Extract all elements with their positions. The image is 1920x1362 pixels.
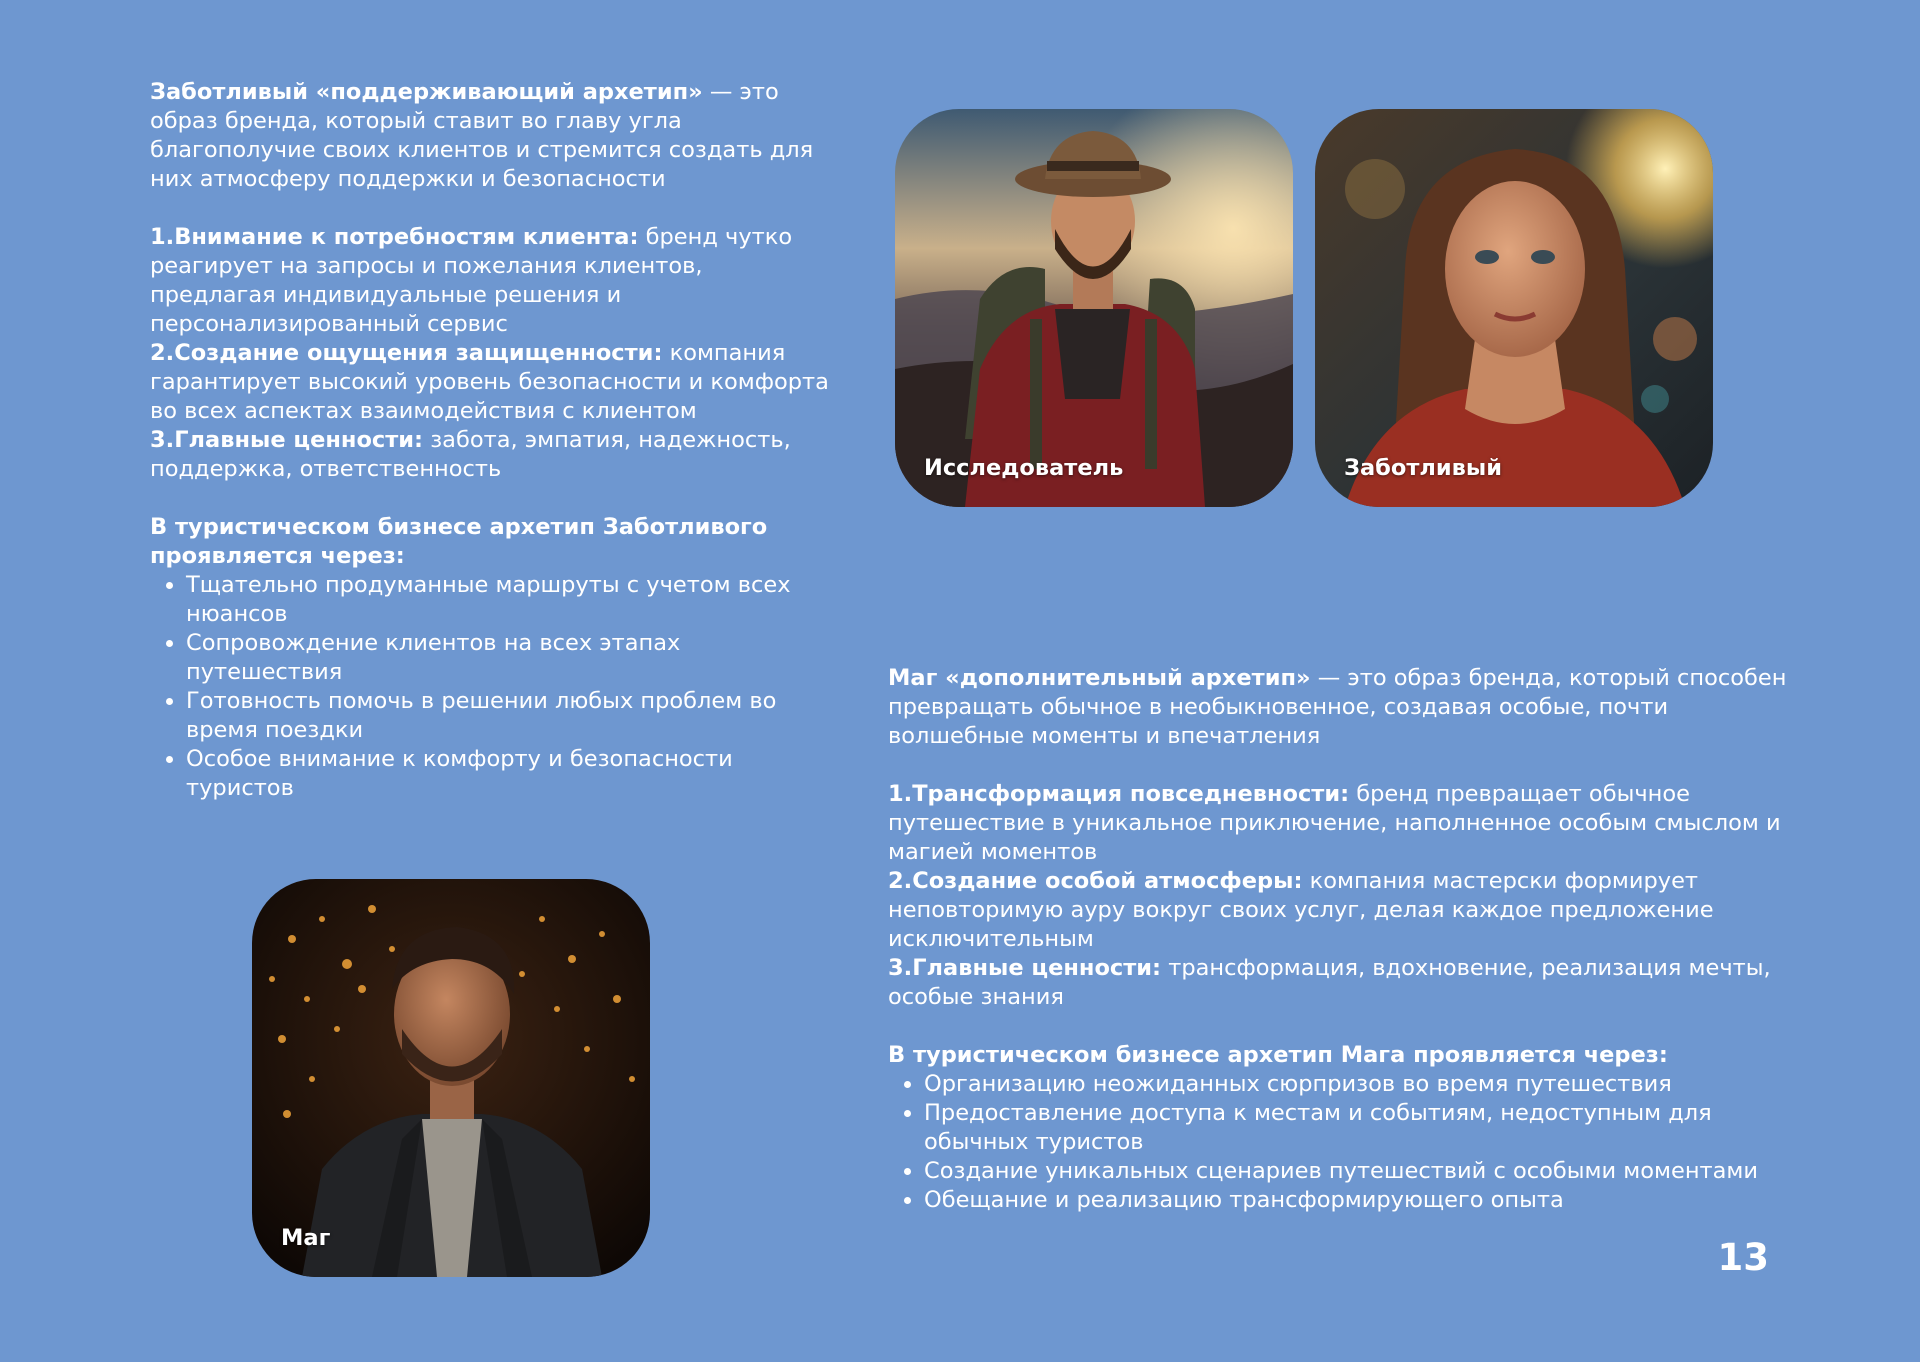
caring-point-3-text: забота, эмпатия, надежность, поддержка, ответственность (150, 427, 791, 482)
caring-list-heading-text: В туристическом бизнесе архетип Заботливого проявляется через: (150, 514, 768, 569)
magician-caption: Маг (281, 1225, 331, 1251)
caring-caption: Заботливый (1344, 455, 1502, 481)
caring-intro-text: — это образ бренда, который ставит во главу угла благополучие своих клиентов и стремится создать для них атмосферу поддержки и безопасности (150, 79, 814, 192)
caring-point-2 (150, 339, 830, 426)
magician-list (888, 1070, 1808, 1215)
magician-point-2-title: 2.Создание особой атмосферы: (888, 868, 1303, 894)
explorer-photo (895, 109, 1293, 507)
caring-portrait-image (1315, 109, 1713, 507)
explorer-portrait-image (895, 109, 1293, 507)
caring-point-3-title: 3.Главные ценности: (150, 427, 424, 453)
magician-list-heading (888, 1041, 1808, 1070)
list-item: • Создание уникальных сценариев путешествий с особыми моментами (924, 1157, 1808, 1186)
caring-list (150, 571, 830, 803)
magician-intro-text: — это образ бренда, который способен превращать обычное в необыкновенное, создавая особые, почти волшебные моменты и впечатления (888, 665, 1787, 749)
magician-photo (252, 879, 650, 1277)
explorer-caption: Исследователь (924, 455, 1124, 481)
caring-archetype-section (150, 78, 830, 803)
magician-point-1-title: 1.Трансформация повседневности: (888, 781, 1350, 807)
caring-point-1-text: бренд чутко реагирует на запросы и пожелания клиентов, предлагая индивидуальные решения и персонализированный сервис (150, 224, 793, 337)
list-item: • Предоставление доступа к местам и событиям, недоступным для обычных туристов (924, 1099, 1808, 1157)
caring-intro (150, 78, 830, 194)
list-item: • Готовность помочь в решении любых проблем во время поездки (186, 687, 830, 745)
caring-point-1 (150, 223, 830, 339)
list-item: • Сопровождение клиентов на всех этапах путешествия (186, 629, 830, 687)
magician-portrait-image (252, 879, 650, 1277)
caring-point-2-text: компания гарантирует высокий уровень безопасности и комфорта во всех аспектах взаимодействия с клиентом (150, 340, 829, 424)
magician-point-1 (888, 780, 1808, 867)
caring-point-1-title: 1.Внимание к потребностям клиента: (150, 224, 639, 250)
caring-point-2-title: 2.Создание ощущения защищенности: (150, 340, 663, 366)
magician-point-3-title: 3.Главные ценности: (888, 955, 1162, 981)
magician-list-heading-text: В туристическом бизнесе архетип Мага проявляется через: (888, 1042, 1668, 1068)
caring-intro-title: Заботливый «поддерживающий архетип» (150, 79, 703, 105)
list-item: • Организацию неожиданных сюрпризов во время путешествия (924, 1070, 1808, 1099)
caring-photo (1315, 109, 1713, 507)
magician-archetype-section (888, 664, 1808, 1215)
caring-list-heading (150, 513, 830, 571)
magician-point-3-text: трансформация, вдохновение, реализация мечты, особые знания (888, 955, 1771, 1010)
magician-point-2 (888, 867, 1808, 954)
list-item: • Особое внимание к комфорту и безопасности туристов (186, 745, 830, 803)
list-item: • Обещание и реализацию трансформирующего опыта (924, 1186, 1808, 1215)
magician-point-3 (888, 954, 1808, 1012)
page-number: 13 (1717, 1236, 1769, 1279)
magician-intro-title: Маг «дополнительный архетип» (888, 665, 1311, 691)
magician-point-2-text: компания мастерски формирует неповторимую ауру вокруг своих услуг, делая каждое предложение исключительным (888, 868, 1714, 952)
list-item: • Тщательно продуманные маршруты с учетом всех нюансов (186, 571, 830, 629)
magician-intro (888, 664, 1808, 751)
caring-point-3 (150, 426, 830, 484)
magician-point-1-text: бренд превращает обычное путешествие в уникальное приключение, наполненное особым смыслом и магией моментов (888, 781, 1781, 865)
